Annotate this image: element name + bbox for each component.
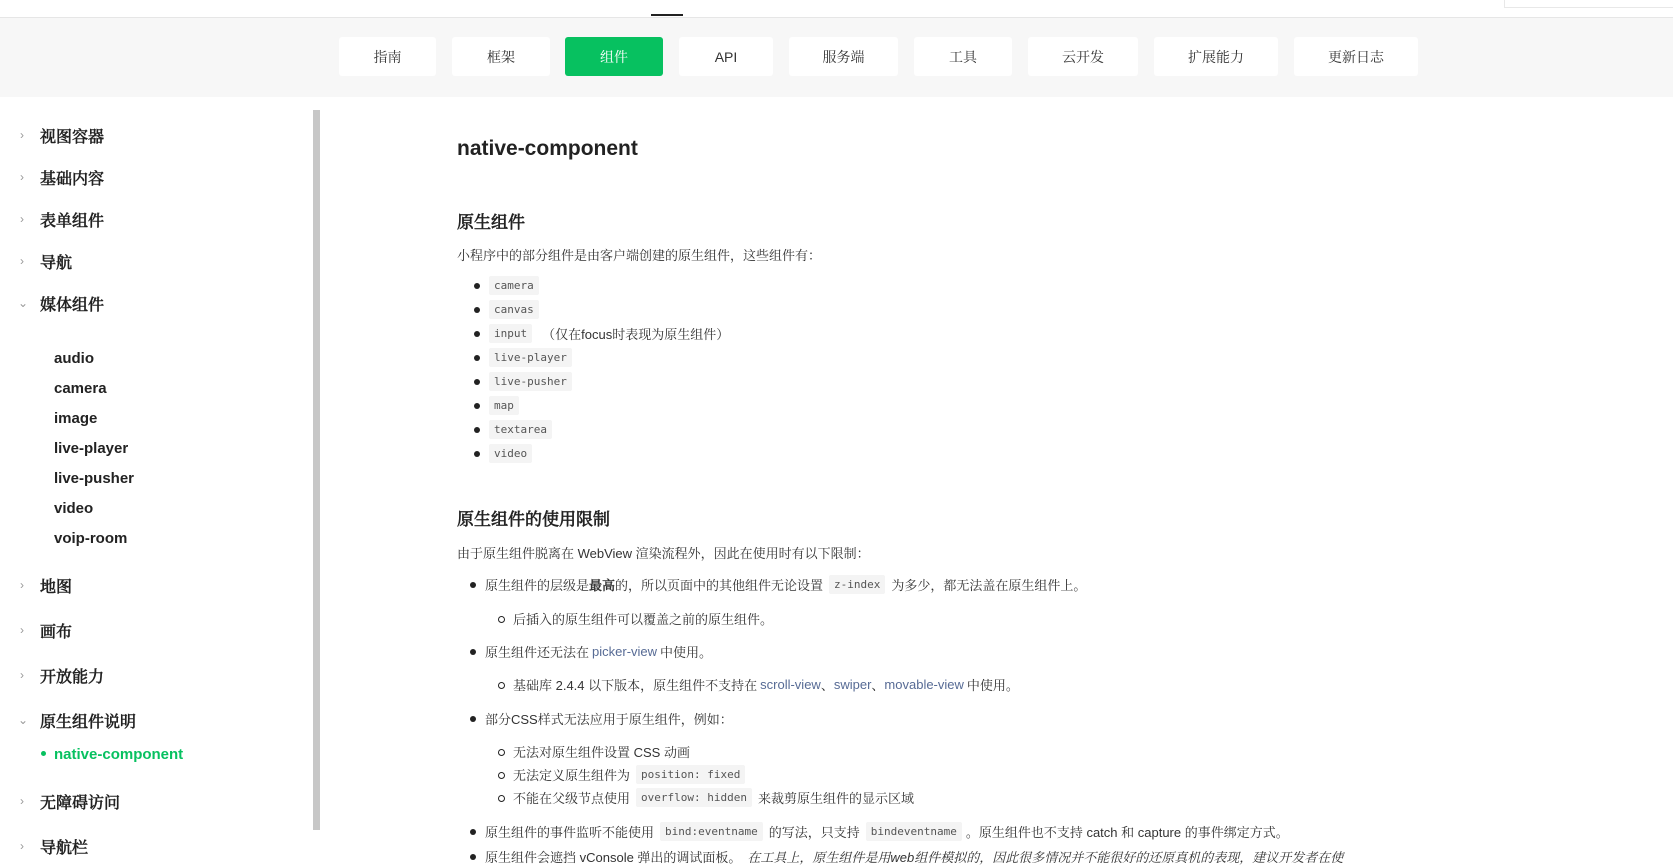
movable-view-link[interactable]: movable-view bbox=[884, 677, 964, 692]
sidebar-subitem-video[interactable]: video bbox=[54, 499, 94, 517]
page-title: native-component bbox=[457, 137, 638, 160]
tab-tools[interactable]: 工具 bbox=[914, 37, 1012, 76]
sidebar-item-label: 基础内容 bbox=[40, 170, 105, 188]
section-heading-restrictions: 原生组件的使用限制 bbox=[457, 510, 610, 529]
inline-code: live-pusher bbox=[489, 372, 572, 391]
list-item bbox=[489, 276, 539, 295]
inline-code: bindeventname bbox=[866, 822, 962, 841]
list-item: 后插入的原生组件可以覆盖之前的原生组件。 bbox=[513, 609, 773, 628]
list-item bbox=[489, 420, 552, 439]
chevron-right-icon: › bbox=[20, 128, 24, 142]
section1-intro: 小程序中的部分组件是由客户端创建的原生组件，这些组件有： bbox=[457, 248, 822, 263]
search-box[interactable] bbox=[1504, 0, 1673, 8]
tab-components[interactable]: 组件 bbox=[565, 37, 663, 76]
picker-view-link[interactable]: picker-view bbox=[592, 644, 658, 659]
list-item bbox=[489, 300, 539, 319]
list-item: 不能在父级节点使用 overflow: hidden 来裁剪原生组件的显示区域 bbox=[513, 788, 914, 807]
tab-framework[interactable]: 框架 bbox=[452, 37, 550, 76]
inline-code: z-index bbox=[829, 575, 885, 594]
chevron-down-icon: ⌄ bbox=[18, 713, 29, 727]
section-heading-native-components: 原生组件 bbox=[457, 213, 525, 232]
tab-extensions[interactable]: 扩展能力 bbox=[1154, 37, 1278, 76]
inline-code: camera bbox=[489, 276, 539, 295]
list-item: 原生组件的事件监听不能使用 bind:eventname 的写法，只支持 bindeventname 。原生组件也不支持 catch 和 capture 的事件绑定方式。 bbox=[485, 822, 1289, 841]
sidebar-item-canvas[interactable] bbox=[18, 617, 72, 643]
list-item: 基础库 2.4.4 以下版本，原生组件不支持在 scroll-view 、 swiper 、 movable-view 中使用。 bbox=[513, 675, 1019, 694]
top-nav-tabs bbox=[0, 18, 1673, 97]
inline-code: position: fixed bbox=[636, 765, 745, 784]
sidebar-item-view-container[interactable] bbox=[18, 122, 104, 148]
sidebar-subitem-live-pusher[interactable]: live-pusher bbox=[54, 469, 135, 487]
list-item: 原生组件还无法在 picker-view 中使用。 bbox=[485, 642, 712, 661]
list-item bbox=[489, 348, 572, 367]
tab-cloud[interactable]: 云开发 bbox=[1028, 37, 1138, 76]
tab-changelog[interactable]: 更新日志 bbox=[1294, 37, 1418, 76]
tab-api[interactable]: API bbox=[679, 37, 773, 76]
sidebar-subitem-audio[interactable]: audio bbox=[54, 349, 94, 367]
sidebar-subitem-live-player[interactable]: live-player bbox=[54, 439, 129, 457]
sidebar-item-media[interactable] bbox=[18, 290, 104, 316]
sidebar-item-navigation[interactable] bbox=[18, 248, 72, 274]
list-item: 部分CSS样式无法应用于原生组件，例如： bbox=[485, 709, 733, 728]
sidebar-item-form[interactable] bbox=[18, 206, 104, 232]
scroll-view-link[interactable]: scroll-view bbox=[760, 677, 821, 692]
list-item bbox=[489, 396, 519, 415]
chevron-right-icon: › bbox=[20, 212, 24, 226]
inline-code: textarea bbox=[489, 420, 552, 439]
list-item: 原生组件的层级是 最高 的，所以页面中的其他组件无论设置 z-index 为多少，都无法盖在原生组件上。 bbox=[485, 575, 1086, 594]
chevron-right-icon: › bbox=[20, 623, 24, 637]
sidebar-item-label: 开放能力 bbox=[40, 668, 105, 686]
inline-code: overflow: hidden bbox=[636, 788, 752, 807]
inline-code: live-player bbox=[489, 348, 572, 367]
list-item bbox=[489, 372, 572, 391]
sidebar-subitem-label: native-component bbox=[54, 745, 184, 763]
list-item: 无法定义原生组件为 position: fixed bbox=[513, 765, 745, 784]
sidebar-scrollbar[interactable] bbox=[313, 110, 320, 830]
chevron-right-icon: › bbox=[20, 794, 24, 808]
sidebar-subitem-native-component[interactable] bbox=[54, 743, 183, 765]
sidebar-item-native-docs[interactable] bbox=[18, 707, 136, 733]
list-item: 无法对原生组件设置 CSS 动画 bbox=[513, 742, 690, 761]
chevron-right-icon: › bbox=[20, 668, 24, 682]
section2-intro: 由于原生组件脱离在 WebView 渲染流程外，因此在使用时有以下限制： bbox=[457, 546, 870, 561]
sidebar-subitem-image[interactable]: image bbox=[54, 409, 98, 427]
input-note: （仅在focus时表现为原生组件） bbox=[542, 327, 730, 342]
sidebar-item-label: 画布 bbox=[40, 623, 73, 641]
swiper-link[interactable]: swiper bbox=[833, 677, 872, 692]
chevron-down-icon: ⌄ bbox=[18, 296, 29, 310]
sidebar-subitem-camera[interactable]: camera bbox=[54, 379, 107, 397]
sidebar-item-accessibility[interactable] bbox=[18, 788, 120, 814]
sidebar-item-label: 导航 bbox=[40, 254, 73, 272]
sidebar-item-label: 表单组件 bbox=[40, 212, 105, 230]
tab-guide[interactable]: 指南 bbox=[339, 37, 436, 76]
list-item bbox=[489, 444, 532, 463]
inline-code: canvas bbox=[489, 300, 539, 319]
chevron-right-icon: › bbox=[20, 578, 24, 592]
inline-code: bind:eventname bbox=[660, 822, 763, 841]
tab-server[interactable]: 服务端 bbox=[789, 37, 898, 76]
sidebar-item-navbar[interactable] bbox=[18, 833, 88, 859]
top-strip bbox=[0, 0, 1673, 18]
chevron-right-icon: › bbox=[20, 839, 24, 853]
sidebar-item-label: 无障碍访问 bbox=[40, 794, 121, 812]
sidebar-item-map[interactable] bbox=[18, 572, 72, 598]
chevron-right-icon: › bbox=[20, 254, 24, 268]
chevron-right-icon: › bbox=[20, 170, 24, 184]
inline-code: input bbox=[489, 324, 532, 343]
sidebar-subitem-voip-room[interactable]: voip-room bbox=[54, 529, 128, 547]
sidebar-item-label: 导航栏 bbox=[40, 839, 89, 857]
sidebar-item-label: 原生组件说明 bbox=[40, 713, 137, 731]
active-dot-icon bbox=[41, 751, 46, 756]
sidebar-item-label: 媒体组件 bbox=[40, 296, 105, 314]
sidebar-item-label: 视图容器 bbox=[40, 128, 105, 146]
active-indicator bbox=[651, 14, 683, 16]
sidebar-item-open-ability[interactable] bbox=[18, 662, 104, 688]
list-item: 原生组件会遮挡 vConsole 弹出的调试面板。 在工具上，原生组件是用web组件模拟的，因此很多情况并不能很好的还原真机的表现，建议开发者在使 bbox=[485, 847, 1343, 866]
sidebar-item-label: 地图 bbox=[40, 578, 73, 596]
sidebar-item-basic-content[interactable] bbox=[18, 164, 104, 190]
inline-code: video bbox=[489, 444, 532, 463]
inline-code: map bbox=[489, 396, 519, 415]
list-item bbox=[489, 324, 729, 343]
